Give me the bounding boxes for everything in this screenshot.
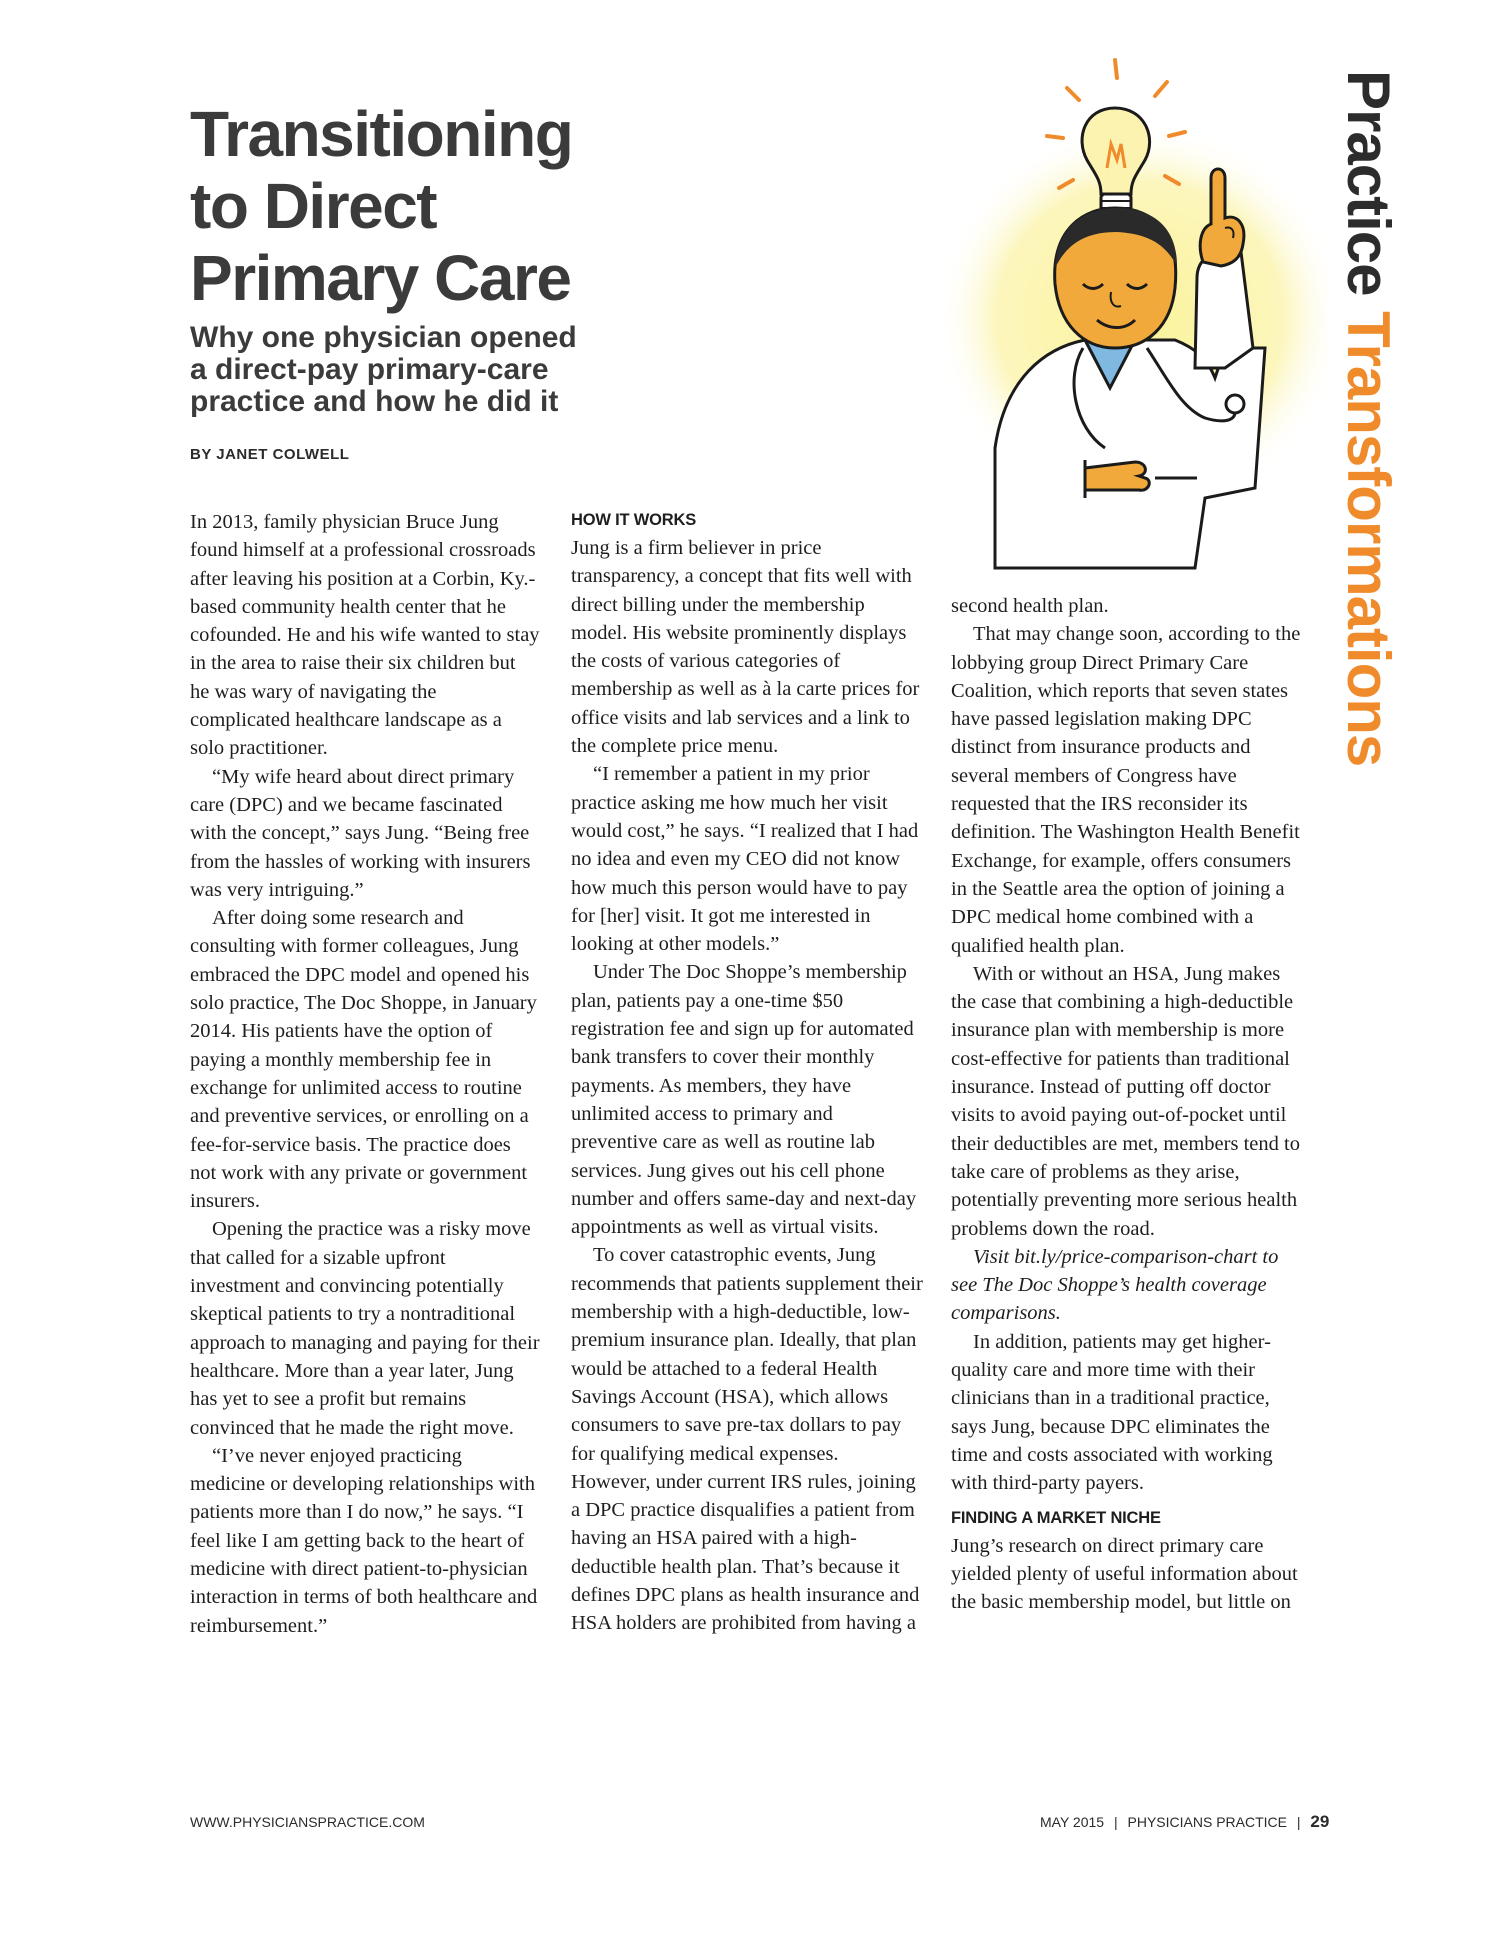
subtitle-line-3: practice and how he did it xyxy=(190,385,559,418)
lower-hand xyxy=(1085,462,1149,490)
headline-line-3: Primary Care xyxy=(190,242,571,314)
footer-separator: | xyxy=(1296,1814,1301,1830)
raised-arm xyxy=(1195,251,1253,368)
article-headline xyxy=(190,98,750,314)
paragraph: Jung’s research on direct primary care yielded plenty of useful information about the basic membership model, but little on xyxy=(951,1534,1298,1614)
subhead-how-it-works: HOW IT WORKS xyxy=(571,511,696,529)
doctor-lightbulb-illustration xyxy=(935,48,1330,578)
footer-publication: PHYSICIANS PRACTICE xyxy=(1127,1814,1287,1830)
page-number: 29 xyxy=(1310,1812,1330,1831)
paragraph: In 2013, family physician Bruce Jung found himself at a professional crossroads after leaving his position at a Corbin, Ky.-based community health center that he cofounded. He and his wife wanted to stay in the area to raise their six children but he was wary of navigating the complicated healthcare landscape as a solo practitioner. xyxy=(190,511,540,760)
footer-separator: | xyxy=(1113,1814,1118,1830)
paragraph: In addition, patients may get higher-quality care and more time with their clinicians than in a traditional practice, says Jung, because DPC eliminates the time and costs associated with working with third-party payers. xyxy=(951,1330,1273,1495)
section-label-practice: Practice xyxy=(1335,70,1402,296)
footer-folio xyxy=(1040,1812,1329,1832)
paragraph-link-note: Visit bit.ly/price-comparison-chart to see The Doc Shoppe’s health coverage comparisons. xyxy=(951,1245,1279,1325)
paragraph: “I’ve never enjoyed practicing medicine or developing relationships with patients more than I do now,” he says. “I feel like I am getting back to the heart of medicine with direct patient-to-physician interaction in terms of both healthcare and reimbursement.” xyxy=(190,1444,538,1637)
paragraph: With or without an HSA, Jung makes the case that combining a high-deductible insurance plan with membership is more cost-effective for patients than traditional insurance. Instead of putting off doctor visits to avoid paying out-of-pocket until their deductibles are met, members tend to take care of problems as they arise, potentially preventing more serious health problems down the road. xyxy=(951,962,1300,1240)
body-column-2 xyxy=(571,508,923,1638)
subtitle-line-2: a direct-pay primary-care xyxy=(190,353,549,386)
paragraph: That may change soon, according to the lobbying group Direct Primary Care Coalition, which reports that seven states have passed legislation making DPC distinct from insurance products and several members of Congress have requested that the IRS reconsider its definition. The Washington Health Benefit Exchange, for example, offers consumers in the Seattle area the option of joining a DPC medical home combined with a qualified health plan. xyxy=(951,623,1301,957)
body-column-1 xyxy=(190,508,540,1640)
footer-issue: MAY 2015 xyxy=(1040,1814,1105,1830)
subhead-finding-a-market-niche: FINDING A MARKET NICHE xyxy=(951,1508,1161,1527)
article-subtitle xyxy=(190,322,660,418)
section-label-transformations: Transformations xyxy=(1335,311,1402,767)
headline-line-1: Transitioning xyxy=(190,98,573,170)
paragraph: Under The Doc Shoppe’s membership plan, patients pay a one-time $50 registration fee and sign up for automated bank transfers to cover their monthly payments. As members, they have unlimited access to primary and preventive care as well as routine lab services. Jung gives out his cell phone number and offers same-day and next-day appointments as well as virtual visits. xyxy=(571,961,917,1239)
paragraph: To cover catastrophic events, Jung recommends that patients supplement their membership with a high-deductible, low-premium insurance plan. Ideally, that plan would be attached to a federal Health Savings Account (HSA), which allows consumers to save pre-tax dollars to pay for qualifying medical expenses. However, under current IRS rules, joining a DPC practice disqualifies a patient from having an HSA paired with a high-deductible health plan. That’s because it defines DPC plans as health insurance and HSA holders are prohibited from having a xyxy=(571,1244,923,1635)
section-label xyxy=(1336,70,1400,970)
byline: BY JANET COLWELL xyxy=(190,446,350,463)
paragraph: Opening the practice was a risky move that called for a sizable upfront investment and convincing potentially skeptical patients to try a nontraditional approach to managing and paying for their healthcare. More than a year later, Jung has yet to see a profit but remains convinced that he made the right move. xyxy=(190,1218,540,1439)
paragraph: After doing some research and consulting with former colleagues, Jung embraced the DPC model and opened his solo practice, The Doc Shoppe, in January 2014. His patients have the option of paying a monthly membership fee in exchange for unlimited access to routine and preventive services, or enrolling on a fee-for-service basis. The practice does not work with any private or government insurers. xyxy=(190,907,537,1213)
white-coat xyxy=(995,340,1265,568)
paragraph: second health plan. xyxy=(951,595,1109,617)
body-column-3 xyxy=(951,592,1303,1616)
paragraph: “My wife heard about direct primary care (DPC) and we became fascinated with the concept,” says Jung. “Being free from the hassles of working with insurers was very intriguing.” xyxy=(190,765,531,901)
doctor-face xyxy=(1055,208,1177,348)
paragraph: Jung is a firm believer in price transparency, a concept that fits well with direct billing under the membership model. His website prominently displays the costs of various categories of membership as well as à la carte prices for office visits and lab services and a link to the complete price menu. xyxy=(571,537,920,758)
headline-line-2: to Direct xyxy=(190,170,437,242)
subtitle-line-1: Why one physician opened xyxy=(190,321,577,354)
paragraph: “I remember a patient in my prior practice asking me how much her visit would cost,” he says. “I realized that I had no idea and even my CEO did not know how much this person would have to pay for [her] visit. It got me interested in looking at other models.” xyxy=(571,763,919,956)
footer-website: WWW.PHYSICIANSPRACTICE.COM xyxy=(190,1814,425,1830)
